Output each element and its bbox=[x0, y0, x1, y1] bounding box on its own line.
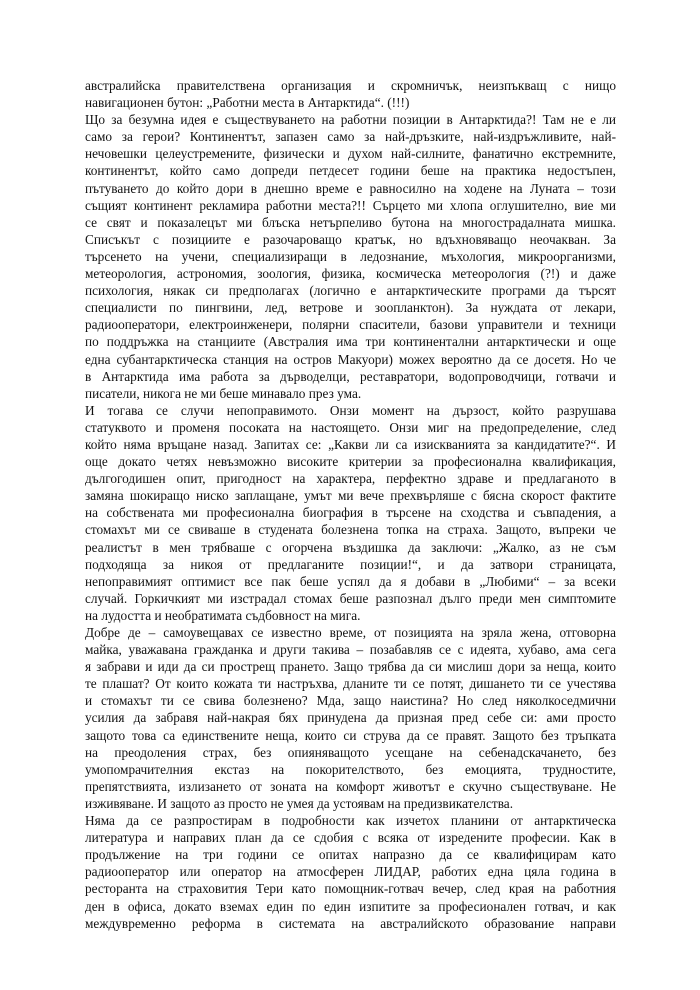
text-line: в Антарктида има работа за дърводелци, реставратори, водопроводчици, готвачи и bbox=[85, 368, 616, 384]
text-line: стомахът ми се свиваше в студената болезнена топка на страха. Защото, въпреки че bbox=[85, 522, 616, 538]
paragraph bbox=[85, 812, 616, 932]
text-line: навигационен бутон: „Работни места в Антарктида“. (!!!) bbox=[85, 95, 410, 111]
text-line: метеорология, астрономия, зоология, физика, космическа метеорология (?!) и даже bbox=[85, 266, 616, 282]
text-line: Добре де – самоувещавах се известно време, от позицията на зряла жена, отговорна bbox=[85, 625, 616, 640]
text-line: препятствията, излизането от зоната на комфорт животът е скучно съществуване. Не bbox=[85, 778, 616, 794]
text-line: подходяща за никоя от предлаганите позиции!“, и да затвори страницата, bbox=[85, 556, 616, 572]
text-line: радиооператор или оператор на атмосферен ЛИДАР, работих една цяла година в bbox=[85, 864, 616, 880]
text-line: случай. Горкичкият ми изстрадал стомах беше разпознал дълго преди мен симптомите bbox=[85, 590, 616, 606]
text-line: по поддръжка на станциите (Австралия има три континентални антарктически и още bbox=[85, 334, 616, 350]
text-line: пътуването до който дори в днешно време е равносилно на ходене на Луната – този bbox=[85, 180, 616, 196]
text-line: още докато четях невъзможно високите критерии за професионална квалификация, bbox=[85, 454, 616, 470]
text-line: ден в офиса, докато вземах един по един изпитите за професионален готвач, и как bbox=[85, 898, 616, 914]
text-line: усилия да забравя най-накрая бях принудена да призная пред себе си: ами просто bbox=[85, 710, 616, 726]
text-line: писатели, никога не ми беше минавало през ума. bbox=[85, 385, 362, 401]
text-line: само за герои? Континентът, запазен само за най-дръзките, най-издръжливите, най- bbox=[85, 129, 616, 145]
text-line: ресторанта на страховития Тери като помощник-готвач вечер, след края на работния bbox=[85, 881, 616, 897]
text-line: Няма да се разпростирам в подробности как изчетох планини от антарктическа bbox=[85, 813, 616, 829]
text-line: Що за безумна идея е съществуването на работни позиции в Антарктида?! Там не е ли bbox=[85, 112, 616, 128]
text-line: И тогава се случи непоправимото. Онзи момент на дързост, който разрушава bbox=[85, 402, 616, 418]
paragraph bbox=[85, 624, 616, 812]
text-line: я забрави и иди да си прострещ прането. Защо трябва да си мислиш дори за неща, които bbox=[85, 659, 616, 675]
text-line: континентът, който само допреди петдесет години беше на практика недостъпен, bbox=[85, 163, 616, 179]
text-line: майка, уважавана гражданка и други такива – позабавляв се с идеята, хубаво, ама сега bbox=[85, 642, 616, 658]
text-line: се свят и показалецът ми блъска нетърпеливо бутона на многострадалната мишка. bbox=[85, 214, 616, 230]
paragraph bbox=[85, 402, 616, 624]
text-line: Списъкът с позициите е разочароващо кратък, но вдъхновяващо неочакван. За bbox=[85, 231, 616, 247]
text-line: и стомахът ти се свива болезнено? Мда, защо наистина? Но след няколкоседмични bbox=[85, 693, 616, 709]
text-line: продължение на три години се опитах напразно да се квалифицирам като bbox=[85, 847, 616, 863]
text-line: дългогодишен опит, пригодност на характера, перфектно здраве и предлаганото в bbox=[85, 471, 616, 487]
text-line: статуквото и променя посоката на настоящето. Онзи миг на предопределение, след bbox=[85, 419, 616, 435]
text-line: замяна шокиращо ниско заплащане, умът ми вече прехвърляше с бясна скорост фактите bbox=[85, 488, 616, 504]
text-line: на преодоления страх, без опияняващото усещане на себенадскачането, без bbox=[85, 744, 616, 760]
text-line: радиооператори, електроинженери, полярни спасители, базови управители и техници bbox=[85, 317, 616, 333]
text-line: на собствената ми професионална биография в търсене на сходства и съвпадения, а bbox=[85, 505, 616, 521]
text-line: австралийска правителствена организация и скромничък, неизпъкващ с нищо bbox=[85, 78, 616, 93]
text-line: нечовешки целеустремените, физически и духом най-силните, фанатично екстремните, bbox=[85, 146, 616, 162]
text-line: междувременно реформа в системата на австралийското образование направи bbox=[85, 915, 616, 931]
text-line: специалисти по пингвини, лед, ветрове и зоопланктон). За нуждата от лекари, bbox=[85, 300, 616, 316]
text-line: на лудостта и необратимата съдбовност на мига. bbox=[85, 607, 361, 623]
text-line: който няма връщане назад. Запитах се: „Какви ли са изискванията за кандидатите?“. И bbox=[85, 436, 616, 452]
text-line: непоправимият оптимист все пак беше успял да я добави в „Любими“ – за всеки bbox=[85, 573, 616, 589]
paragraph bbox=[85, 111, 616, 402]
text-line: търсенето на учени, специализиращи в ледознание, мъхология, микроорганизми, bbox=[85, 248, 616, 264]
paragraph bbox=[85, 77, 616, 111]
text-line: литература и направих план да се сдобия с всяка от изредените професии. Как в bbox=[85, 830, 616, 846]
text-line: те плашат? От които кожата ти настръхва, дланите ти се потят, дишането ти се учестява bbox=[85, 676, 616, 692]
text-line: психология, някак си предполагах (логично е антарктическите програми да търсят bbox=[85, 283, 616, 299]
text-line: умопомрачителния екстаз на покорителството, без емоцията, трудностите, bbox=[85, 761, 616, 777]
text-line: защото това са единствените неща, които си струва да се правят. Защото без тръпката bbox=[85, 727, 616, 743]
text-line: същият континент рекламира работни места?!! Сърцето ми хлопа оглушително, вие ми bbox=[85, 197, 616, 213]
text-line: една субантарктическа станция на остров Макуори) можех вероятно да се досетя. Но че bbox=[85, 351, 616, 367]
text-line: реалистът в мен трябваше с огорчена въздишка да заключи: „Жалко, аз не съм bbox=[85, 539, 616, 555]
text-line: изживяване. И защото аз просто не умея да устоявам на предизвикателства. bbox=[85, 795, 514, 811]
document-page bbox=[85, 77, 616, 932]
